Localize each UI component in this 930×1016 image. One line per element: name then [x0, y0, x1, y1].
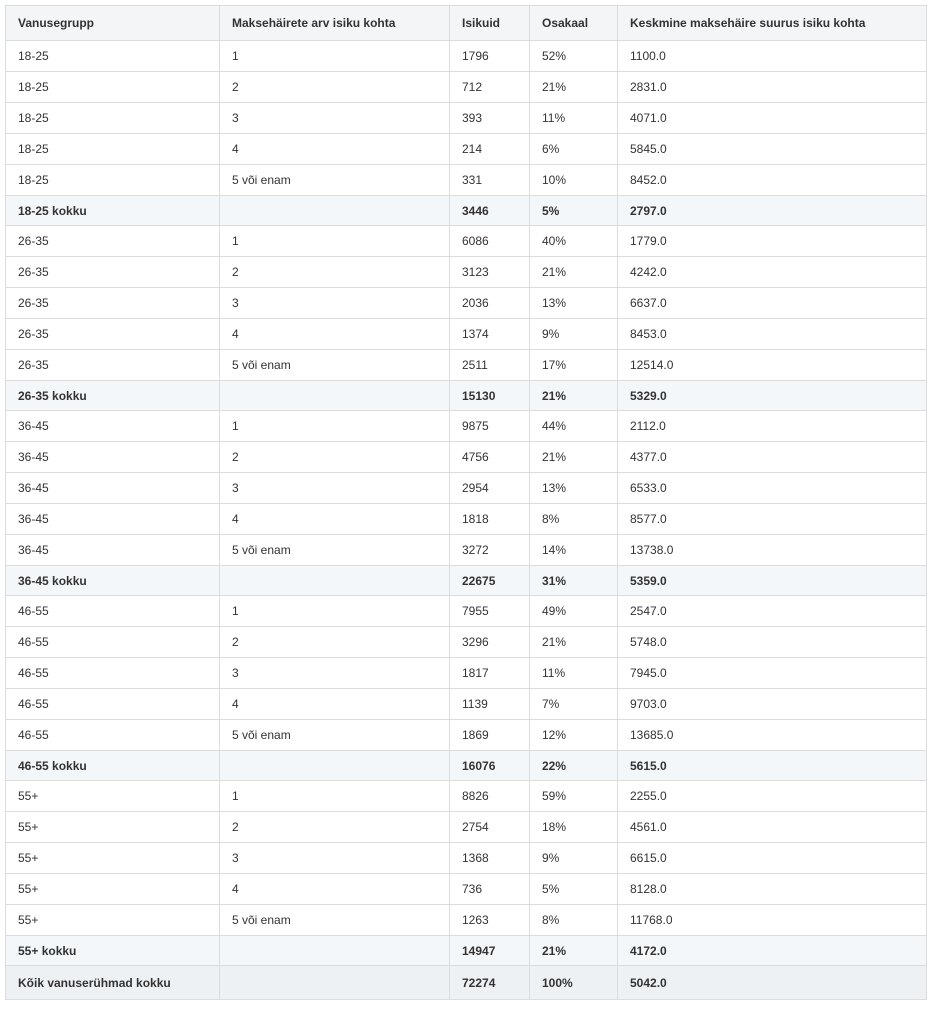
- age-group-cell: 36-45: [6, 442, 220, 473]
- defaults-count-cell: 3: [220, 103, 450, 134]
- average-size-cell: 4242.0: [618, 257, 927, 288]
- share-cell: 21%: [530, 442, 618, 473]
- share-cell: 12%: [530, 720, 618, 751]
- defaults-count-cell: 1: [220, 226, 450, 257]
- share-cell: 9%: [530, 319, 618, 350]
- table-body: [6, 41, 927, 1000]
- age-group-cell: 36-45 kokku: [6, 566, 220, 596]
- age-group-cell: 18-25: [6, 134, 220, 165]
- age-group-cell: 18-25: [6, 103, 220, 134]
- average-size-cell: 4561.0: [618, 812, 927, 843]
- persons-cell: 2036: [450, 288, 530, 319]
- age-group-cell: 26-35: [6, 350, 220, 381]
- table-row: [6, 596, 927, 627]
- average-size-cell: 5042.0: [618, 966, 927, 1000]
- defaults-count-cell: [220, 381, 450, 411]
- average-size-cell: 5615.0: [618, 751, 927, 781]
- share-cell: 7%: [530, 689, 618, 720]
- age-group-cell: Kõik vanuserühmad kokku: [6, 966, 220, 1000]
- average-size-cell: 5845.0: [618, 134, 927, 165]
- share-cell: 18%: [530, 812, 618, 843]
- defaults-count-cell: 1: [220, 596, 450, 627]
- defaults-count-cell: 2: [220, 442, 450, 473]
- table-row: [6, 103, 927, 134]
- share-cell: 21%: [530, 936, 618, 966]
- age-group-cell: 18-25: [6, 165, 220, 196]
- share-cell: 100%: [530, 966, 618, 1000]
- share-cell: 21%: [530, 72, 618, 103]
- age-group-cell: 18-25: [6, 41, 220, 72]
- defaults-count-cell: 5 või enam: [220, 350, 450, 381]
- table-row: [6, 874, 927, 905]
- age-group-cell: 46-55: [6, 689, 220, 720]
- table-row: [6, 720, 927, 751]
- persons-cell: 3272: [450, 535, 530, 566]
- average-size-cell: 8577.0: [618, 504, 927, 535]
- header-share: Osakaal: [530, 6, 618, 41]
- age-group-cell: 36-45: [6, 473, 220, 504]
- subtotal-row: [6, 566, 927, 596]
- defaults-count-cell: 4: [220, 134, 450, 165]
- average-size-cell: 4071.0: [618, 103, 927, 134]
- average-size-cell: 2112.0: [618, 411, 927, 442]
- age-group-cell: 26-35: [6, 288, 220, 319]
- defaults-count-cell: [220, 966, 450, 1000]
- share-cell: 11%: [530, 103, 618, 134]
- persons-cell: 15130: [450, 381, 530, 411]
- average-size-cell: 4377.0: [618, 442, 927, 473]
- persons-cell: 1263: [450, 905, 530, 936]
- persons-cell: 2954: [450, 473, 530, 504]
- table-row: [6, 535, 927, 566]
- defaults-count-cell: 5 või enam: [220, 165, 450, 196]
- age-group-cell: 46-55: [6, 627, 220, 658]
- age-group-cell: 46-55 kokku: [6, 751, 220, 781]
- age-group-cell: 55+: [6, 843, 220, 874]
- persons-cell: 214: [450, 134, 530, 165]
- table-container: [5, 5, 926, 1000]
- average-size-cell: 11768.0: [618, 905, 927, 936]
- persons-cell: 1374: [450, 319, 530, 350]
- share-cell: 5%: [530, 196, 618, 226]
- table-row: [6, 134, 927, 165]
- average-size-cell: 4172.0: [618, 936, 927, 966]
- subtotal-row: [6, 381, 927, 411]
- defaults-count-cell: 5 või enam: [220, 535, 450, 566]
- share-cell: 13%: [530, 473, 618, 504]
- table-header: [6, 6, 927, 41]
- debt-statistics-table: [5, 5, 927, 1000]
- persons-cell: 1817: [450, 658, 530, 689]
- persons-cell: 22675: [450, 566, 530, 596]
- persons-cell: 3446: [450, 196, 530, 226]
- subtotal-row: [6, 751, 927, 781]
- age-group-cell: 18-25: [6, 72, 220, 103]
- average-size-cell: 6533.0: [618, 473, 927, 504]
- persons-cell: 2754: [450, 812, 530, 843]
- share-cell: 59%: [530, 781, 618, 812]
- persons-cell: 72274: [450, 966, 530, 1000]
- table-row: [6, 319, 927, 350]
- defaults-count-cell: 5 või enam: [220, 905, 450, 936]
- subtotal-row: [6, 196, 927, 226]
- share-cell: 22%: [530, 751, 618, 781]
- defaults-count-cell: 2: [220, 812, 450, 843]
- age-group-cell: 55+ kokku: [6, 936, 220, 966]
- persons-cell: 331: [450, 165, 530, 196]
- share-cell: 11%: [530, 658, 618, 689]
- age-group-cell: 26-35: [6, 319, 220, 350]
- persons-cell: 393: [450, 103, 530, 134]
- average-size-cell: 2547.0: [618, 596, 927, 627]
- average-size-cell: 2797.0: [618, 196, 927, 226]
- table-row: [6, 72, 927, 103]
- table-row: [6, 288, 927, 319]
- table-row: [6, 843, 927, 874]
- defaults-count-cell: 2: [220, 72, 450, 103]
- share-cell: 6%: [530, 134, 618, 165]
- average-size-cell: 5748.0: [618, 627, 927, 658]
- persons-cell: 1796: [450, 41, 530, 72]
- persons-cell: 2511: [450, 350, 530, 381]
- table-row: [6, 689, 927, 720]
- header-age-group: Vanusegrupp: [6, 6, 220, 41]
- average-size-cell: 9703.0: [618, 689, 927, 720]
- table-row: [6, 41, 927, 72]
- average-size-cell: 12514.0: [618, 350, 927, 381]
- defaults-count-cell: 2: [220, 627, 450, 658]
- share-cell: 8%: [530, 905, 618, 936]
- defaults-count-cell: 1: [220, 41, 450, 72]
- header-average-default-size: Keskmine maksehäire suurus isiku kohta: [618, 6, 927, 41]
- average-size-cell: 2831.0: [618, 72, 927, 103]
- persons-cell: 3296: [450, 627, 530, 658]
- table-row: [6, 627, 927, 658]
- share-cell: 17%: [530, 350, 618, 381]
- defaults-count-cell: 4: [220, 504, 450, 535]
- share-cell: 44%: [530, 411, 618, 442]
- defaults-count-cell: 1: [220, 781, 450, 812]
- share-cell: 10%: [530, 165, 618, 196]
- age-group-cell: 36-45: [6, 535, 220, 566]
- table-row: [6, 411, 927, 442]
- average-size-cell: 6637.0: [618, 288, 927, 319]
- table-row: [6, 226, 927, 257]
- average-size-cell: 5329.0: [618, 381, 927, 411]
- persons-cell: 16076: [450, 751, 530, 781]
- persons-cell: 3123: [450, 257, 530, 288]
- defaults-count-cell: 5 või enam: [220, 720, 450, 751]
- share-cell: 49%: [530, 596, 618, 627]
- defaults-count-cell: 3: [220, 658, 450, 689]
- age-group-cell: 18-25 kokku: [6, 196, 220, 226]
- table-row: [6, 658, 927, 689]
- age-group-cell: 46-55: [6, 658, 220, 689]
- persons-cell: 7955: [450, 596, 530, 627]
- share-cell: 5%: [530, 874, 618, 905]
- share-cell: 21%: [530, 381, 618, 411]
- age-group-cell: 55+: [6, 812, 220, 843]
- share-cell: 21%: [530, 627, 618, 658]
- share-cell: 14%: [530, 535, 618, 566]
- defaults-count-cell: 4: [220, 689, 450, 720]
- average-size-cell: 2255.0: [618, 781, 927, 812]
- persons-cell: 14947: [450, 936, 530, 966]
- age-group-cell: 55+: [6, 874, 220, 905]
- share-cell: 9%: [530, 843, 618, 874]
- average-size-cell: 7945.0: [618, 658, 927, 689]
- persons-cell: 736: [450, 874, 530, 905]
- defaults-count-cell: 4: [220, 874, 450, 905]
- table-row: [6, 905, 927, 936]
- average-size-cell: 6615.0: [618, 843, 927, 874]
- persons-cell: 9875: [450, 411, 530, 442]
- table-row: [6, 504, 927, 535]
- age-group-cell: 26-35: [6, 257, 220, 288]
- defaults-count-cell: 3: [220, 473, 450, 504]
- average-size-cell: 13738.0: [618, 535, 927, 566]
- table-row: [6, 781, 927, 812]
- defaults-count-cell: [220, 936, 450, 966]
- share-cell: 40%: [530, 226, 618, 257]
- persons-cell: 4756: [450, 442, 530, 473]
- persons-cell: 8826: [450, 781, 530, 812]
- age-group-cell: 55+: [6, 905, 220, 936]
- persons-cell: 712: [450, 72, 530, 103]
- table-row: [6, 473, 927, 504]
- defaults-count-cell: [220, 196, 450, 226]
- average-size-cell: 1779.0: [618, 226, 927, 257]
- average-size-cell: 8128.0: [618, 874, 927, 905]
- persons-cell: 6086: [450, 226, 530, 257]
- defaults-count-cell: [220, 566, 450, 596]
- age-group-cell: 46-55: [6, 720, 220, 751]
- table-row: [6, 257, 927, 288]
- defaults-count-cell: [220, 751, 450, 781]
- share-cell: 8%: [530, 504, 618, 535]
- age-group-cell: 55+: [6, 781, 220, 812]
- average-size-cell: 1100.0: [618, 41, 927, 72]
- table-row: [6, 165, 927, 196]
- average-size-cell: 8452.0: [618, 165, 927, 196]
- average-size-cell: 5359.0: [618, 566, 927, 596]
- age-group-cell: 36-45: [6, 411, 220, 442]
- header-defaults-per-person: Maksehäirete arv isiku kohta: [220, 6, 450, 41]
- header-row: [6, 6, 927, 41]
- persons-cell: 1139: [450, 689, 530, 720]
- share-cell: 13%: [530, 288, 618, 319]
- share-cell: 21%: [530, 257, 618, 288]
- defaults-count-cell: 1: [220, 411, 450, 442]
- age-group-cell: 46-55: [6, 596, 220, 627]
- persons-cell: 1869: [450, 720, 530, 751]
- header-persons: Isikuid: [450, 6, 530, 41]
- defaults-count-cell: 3: [220, 843, 450, 874]
- persons-cell: 1818: [450, 504, 530, 535]
- persons-cell: 1368: [450, 843, 530, 874]
- age-group-cell: 36-45: [6, 504, 220, 535]
- grand-total-row: [6, 966, 927, 1000]
- age-group-cell: 26-35 kokku: [6, 381, 220, 411]
- table-row: [6, 350, 927, 381]
- subtotal-row: [6, 936, 927, 966]
- share-cell: 31%: [530, 566, 618, 596]
- table-row: [6, 812, 927, 843]
- defaults-count-cell: 4: [220, 319, 450, 350]
- share-cell: 52%: [530, 41, 618, 72]
- defaults-count-cell: 3: [220, 288, 450, 319]
- table-row: [6, 442, 927, 473]
- age-group-cell: 26-35: [6, 226, 220, 257]
- average-size-cell: 13685.0: [618, 720, 927, 751]
- defaults-count-cell: 2: [220, 257, 450, 288]
- average-size-cell: 8453.0: [618, 319, 927, 350]
